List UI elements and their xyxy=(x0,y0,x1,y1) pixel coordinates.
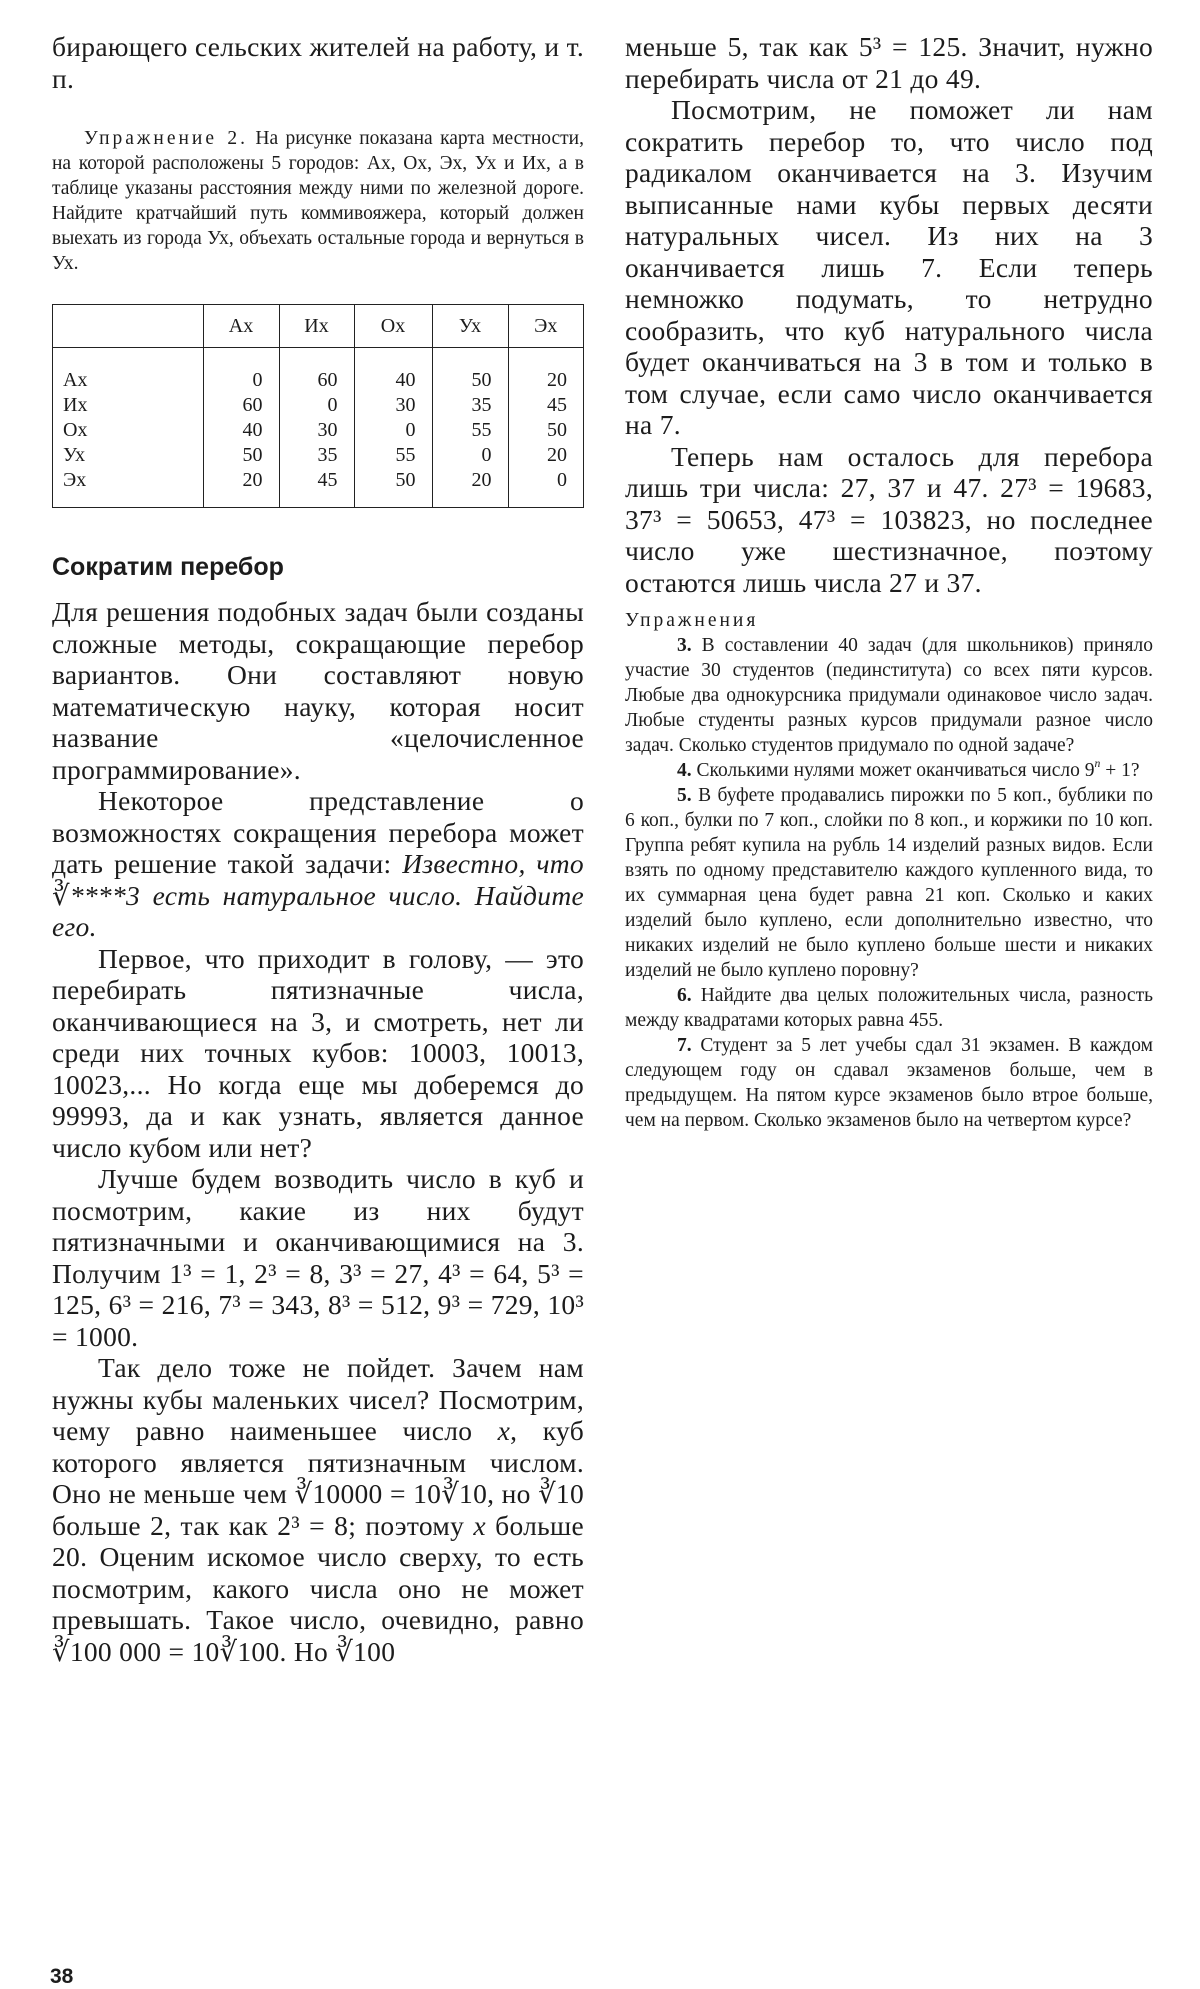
exercise-4-number: 4. xyxy=(677,760,692,781)
table-corner xyxy=(53,305,203,348)
exercise-3-text: В составлении 40 задач (для школьников) приняло участие 30 студентов (пединститута) со всех пяти курсов. Любые два однокурсника придумали одинаковое число задач. Любые студенты разных курсов придумали разное число задач. Сколько студентов придумало по одной задаче? xyxy=(625,635,1153,756)
table-column-values: 50 35 55 0 20 xyxy=(432,348,508,508)
bounds-part-3: больше 20. Оценим искомое число сверху, то есть посмотрим, какого числа оно не может превышать. Такое число, очевидно, равно ∛100 000 = 10∛100. Но ∛100 xyxy=(52,1509,584,1667)
exercise-6 xyxy=(625,983,1153,1033)
page-number: 38 xyxy=(50,1965,74,1988)
exercise-4-exponent: n xyxy=(1094,757,1101,771)
paragraph-conclusion: Теперь нам осталось для перебора лишь три числа: 27, 37 и 47. 27³ = 19683, 37³ = 50653, 47³ = 103823, но последнее число уже шестизначное, поэтому остаются лишь числа 27 и 37. xyxy=(625,440,1153,598)
exercise-6-number: 6. xyxy=(677,985,692,1006)
table-header-row xyxy=(53,305,583,348)
exercise-5-number: 5. xyxy=(677,785,692,806)
paragraph-intro: Для решения подобных задач были созданы сложные методы, сокращающие перебор вариантов. Они составляют новую математическую науку, которая носит название «целочисленное программирование». xyxy=(52,596,584,785)
paragraph-bounds xyxy=(52,1352,584,1667)
distance-table xyxy=(53,305,583,507)
table-column-header: Ах xyxy=(203,305,279,348)
paragraph-continuation: бирающего сельских жителей на работу, и т. п. xyxy=(52,31,584,94)
table-column-header: Ох xyxy=(354,305,432,348)
paragraph-problem xyxy=(52,785,584,943)
exercise-2-text: На рисунке показана карта местности, на которой расположены 5 городов: Ах, Ох, Эх, Ух и Их, а в таблице указаны расстояния между ними по железной дороге. Найдите кратчайший путь коммивояжера, который должен выехать из города Ух, объехать остальные города и вернуться в Ух. xyxy=(52,128,584,274)
table-column-values: 60 0 30 35 45 xyxy=(279,348,354,508)
table-body-row xyxy=(53,348,583,508)
table-row-labels xyxy=(53,348,203,508)
table-column-values: 0 60 40 50 20 xyxy=(203,348,279,508)
exercise-5-text: В буфете продавались пирожки по 5 коп., бублики по 6 коп., булки по 7 коп., слойки по 8 коп., и коржики по 10 коп. Группа ребят купила на рубль 14 изделий разных видов. Если взять по одному представителю каждого купленного вида, то их суммарная цена будет равна 21 коп. Сколько и каких изделий было куплено, если дополнительно известно, что никаких изделий не было куплено больше шести и никаких изделий не было куплено поровну? xyxy=(625,785,1153,981)
table-row-label: Эх xyxy=(63,469,87,491)
distance-table-frame xyxy=(52,304,584,508)
table-column-values: 20 45 50 20 0 xyxy=(508,348,583,508)
bounds-part-2: , куб которого является пятизначным числом. Оно не меньше чем ∛10000 = 10∛10, но ∛10 больше 2, так как 2³ = 8; поэтому xyxy=(52,1415,584,1541)
table-column-header: Ух xyxy=(432,305,508,348)
exercise-2 xyxy=(52,126,584,276)
paragraph-brute-force: Первое, что приходит в голову, — это перебирать пятизначные числа, оканчивающиеся на 3, и смотреть, нет ли среди них точных кубов: 10003, 10013, 10023,... Но когда еще мы доберемся до 99993, да и как узнать, является данное число кубом или нет? xyxy=(52,942,584,1163)
exercise-4-text-end: + 1? xyxy=(1100,760,1140,781)
exercise-7 xyxy=(625,1033,1153,1133)
exercise-6-text: Найдите два целых положительных числа, разность между квадратами которых равна 455. xyxy=(625,985,1153,1031)
table-column-values: 40 30 0 55 50 xyxy=(354,348,432,508)
variable-x: x xyxy=(473,1509,486,1541)
exercise-7-number: 7. xyxy=(677,1035,692,1056)
exercise-2-label: Упражнение 2. xyxy=(84,128,249,149)
table-row-label: Их xyxy=(63,394,88,416)
variable-x: x xyxy=(497,1415,511,1446)
bounds-part-1: Так дело тоже не пойдет. Зачем нам нужны кубы маленьких чисел? Посмотрим, чему равно наименьшее число xyxy=(52,1352,584,1446)
problem-lead: Некоторое представление о возможностях сокращения перебора может дать решение такой задачи: xyxy=(52,785,584,879)
exercise-4 xyxy=(625,758,1153,783)
left-column xyxy=(52,0,584,1667)
table-row-label: Ух xyxy=(63,444,86,466)
table-column-header: Их xyxy=(279,305,354,348)
paragraph-continuation-right: меньше 5, так как 5³ = 125. Значит, нужно перебирать числа от 21 до 49. xyxy=(625,31,1153,94)
exercises-heading: Упражнения xyxy=(625,610,759,631)
exercise-5 xyxy=(625,783,1153,983)
exercise-4-text: Сколькими нулями может оканчиваться число 9 xyxy=(691,760,1095,781)
table-row-label: Ах xyxy=(63,369,88,391)
exercise-3-number: 3. xyxy=(677,635,692,656)
paragraph-last-digit: Посмотрим, не поможет ли нам сократить перебор то, что число под радикалом оканчивается на 3. Изучим выписанные нами кубы первых десяти натуральных чисел. Из них на 3 оканчивается лишь 7. Если теперь немножко подумать, то нетрудно сообразить, что куб натурального числа будет оканчиваться на 3 в том и только в том случае, если само число оканчивается на 7. xyxy=(625,94,1153,440)
right-column xyxy=(625,0,1153,1133)
table-row-label: Ох xyxy=(63,419,88,441)
problem-statement: Известно, что ∛****3 есть натуральное число. Найдите его. xyxy=(52,848,584,942)
exercise-3 xyxy=(625,633,1153,758)
table-column-header: Эх xyxy=(508,305,583,348)
paragraph-cubes: Лучше будем возводить число в куб и посмотрим, какие из них будут пятизначными и оканчивающимися на 3. Получим 1³ = 1, 2³ = 8, 3³ = 27, 4³ = 64, 5³ = 125, 6³ = 216, 7³ = 343, 8³ = 512, 9³ = 729, 10³ = 1000. xyxy=(52,1163,584,1352)
exercise-7-text: Студент за 5 лет учебы сдал 31 экзамен. В каждом следующем году он сдавал экзаменов больше, чем в предыдущем. На пятом курсе экзаменов было втрое больше, чем на первом. Сколько экзаменов было на четвертом курсе? xyxy=(625,1035,1153,1131)
section-heading: Сократим перебор xyxy=(52,553,284,581)
